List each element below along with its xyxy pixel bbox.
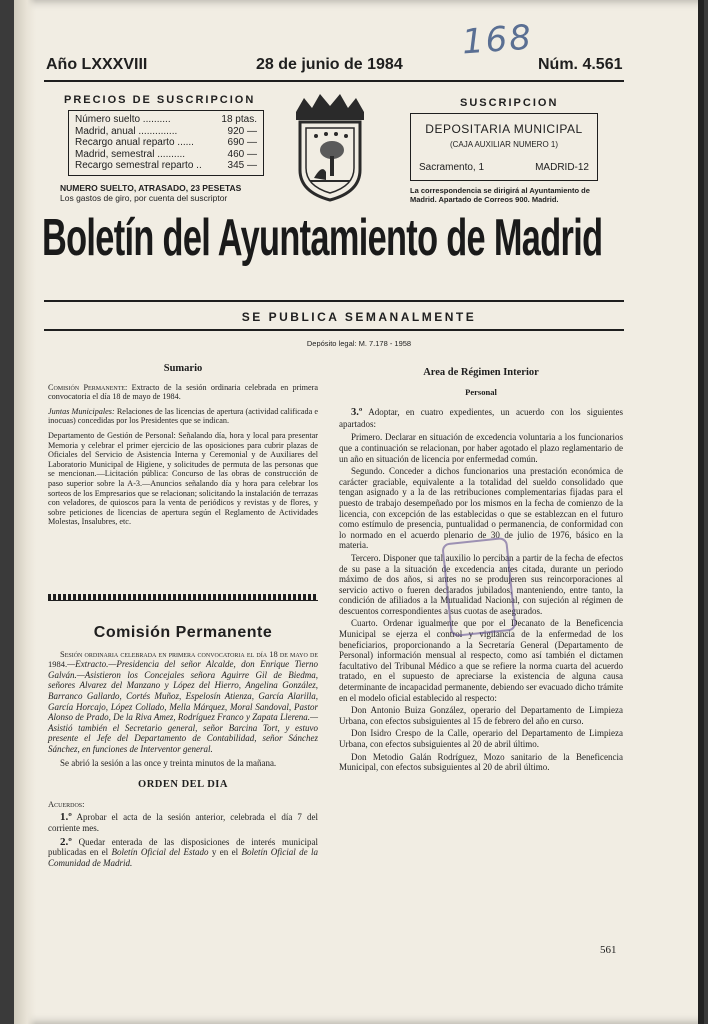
precio-value: 460 — (227, 148, 257, 160)
precio-row (75, 137, 257, 149)
precio-label: Madrid, semestral .......... (75, 148, 186, 160)
year-label: Año LXXXVIII (46, 56, 148, 73)
header-rule (44, 80, 624, 82)
suscripcion-box (410, 113, 598, 181)
comision-paragraph: Se abrió la sesión a las once y treinta minutos de la mañana. (60, 757, 277, 768)
comision-section (48, 624, 318, 868)
precio-label: Recargo semestral reparto .. (75, 160, 202, 171)
precio-value: 345 — (227, 160, 257, 171)
area-paragraph: Cuarto. Ordenar igualmente que por el Decanato de la Beneficencia Municipal se ejerza el control y vigilancia de la enfermedad de los beneficiarios, proporcionando a la Secretaría General (Departamento de Personal) información mensual al respecto, como así también el dictamen facultativo del Tribunal Médico a que se refiere la norma cuarta del acuerdo tratado, en el supuesto de apreciarse la existencia de alguna causa determinante de incapacidad permanente, debiendo ser evacuado dicho trámite en el modelo oficial establecido al respecto: (339, 618, 623, 703)
ciudad-label: MADRID-12 (535, 162, 589, 173)
area-paragraph: Don Metodio Galán Rodríguez, Mozo sanitario de la Beneficencia Municipal, con efectos subsiguientes al 20 de abril último. (339, 751, 623, 773)
comision-paragraph: Sesión ordinaria celebrada en primera convocatoria el día 18 de mayo de 1984.—Extracto.—Presidencia del señor Alcalde, don Enrique Tierno Galván.—Asistieron los Concejales señora Aguirre Gil de Biedma, señores Alvarez del Manzano y López del Hierro, Angelina González, Barranco Gallardo, Cortés Muñoz, Espelosín Atienza, García Alarilla, García Horcajo, López Collado, Mella Márquez, Moral Sandoval, Pastor Alonso de Prado, De la Riva Amez, Rodríguez Franco y Zapata Llerena.—Asistió también el Secretario general, señor Barcina Tort, y estuvo presente el Jefe del Departamento de Contabilidad, señor Sánchez Sánchez, en funciones de Interventor general. (48, 648, 318, 754)
area-paragraph: Tercero. Disponer que tal auxilio lo perciban a partir de la fecha de efectos de su pase a la situación de excedencia antes citada, durante un periodo máximo de dos años, si antes no se produjeren sus reincorporaciones al servicio activo o fueren declarados jubilados, manteniendo, entre tanto, la condición de afiliados a la Mutualidad Nacional, con sujeción al régimen de descuentos correspondientes a sus cuotas de asegurados. (339, 552, 623, 616)
area-subtitle: Personal (465, 386, 497, 397)
sumario-section (48, 364, 318, 527)
area-paragraph: Don Antonio Buiza González, operario del Departamento de Limpieza Urbana, con efectos subsiguientes al 15 de febrero del año en curso. (339, 705, 623, 726)
precio-row (75, 149, 257, 161)
madrid-coat-of-arms-icon (286, 92, 374, 204)
acuerdos-label: Acuerdos: (48, 798, 85, 809)
page-number: 561 (600, 944, 617, 956)
depositaria-label: DEPOSITARIA MUNICIPAL (425, 122, 583, 136)
direccion-label: Sacramento, 1 (419, 162, 485, 173)
precio-row (75, 126, 257, 138)
scan-border (698, 0, 704, 1024)
masthead-rule-top (44, 300, 624, 302)
precio-value: 920 — (227, 125, 257, 137)
area-paragraph: Primero. Declarar en situación de excedencia voluntaria a los funcionarios que a continuación se relacionan, por haber agotado el plazo reglamentario de un año en situación de licencia por enfermedad común. (339, 432, 623, 464)
issue-number: Núm. 4.561 (538, 56, 623, 73)
precio-label: Madrid, anual .............. (75, 125, 178, 137)
comision-title: Comisión Permanente (93, 624, 273, 641)
sumario-item: Departamento de Gestión de Personal: Señalando día, hora y local para presentar Memoria y celebrar el primer ejercicio de las oposiciones para cubrir plazas de Oficiales del Servicio de Asistencia Interna y Ceremonial y de Auxiliares del Laboratorio Municipal de Higiene, y solicitudes de permuta de las personas que se mencionan.—Licitación pública: Concurso de las obras de construcción de paso superior sobre la A-3.—Anuncios señalando día y hora para celebrar los sorteos de los Empresarios que se relacionan; solicitando la instalación de terrazas con veladores, de quioscos para la venta de periódicos y revistas y de flores, y sobre peticiones de licencias de apertura según el Reglamento de Actividades Molestas, Insalubres, etc. (48, 430, 318, 527)
precio-label: Recargo anual reparto ...... (75, 137, 194, 148)
area-paragraph: Segundo. Conceder a dichos funcionarios una prestación económica de carácter graciable, equivalente a la totalidad del sueldo consolidado que tengan asignado y a la de las retribuciones complementarias fijadas para el puesto de trabajo desempeñado por los mismos en la fecha de comienzo de la licencia, con excepción de las establecidas o que se establezcan en el futuro como estímulo de presencia, puntualidad o permanencia, de conformidad con lo normado en el acuerdo plenario de 30 de julio de 1976, básico en la materia. (339, 466, 623, 551)
publication-frequency: SE PUBLICA SEMANALMENTE (241, 310, 477, 324)
sumario-title: Sumario (163, 363, 203, 374)
precio-label: Número suelto .......... (75, 114, 171, 125)
acuerdo-item: 2.º Quedar enterada de las disposiciones de interés municipal publicadas en el Boletín Oficial del Estado y en el Boletín Oficial de la Comunidad de Madrid. (48, 835, 318, 868)
sumario-item: Comisión Permanente: Extracto de la sesión ordinaria celebrada en primera convocatoria el día 18 de mayo de 1984. (48, 382, 319, 402)
suscripcion-title: SUSCRIPCION (460, 97, 559, 109)
deposito-legal: Depósito legal: M. 7.178 - 1958 (306, 339, 412, 348)
masthead-title: Boletín del Ayuntamiento de Madrid (42, 209, 603, 267)
area-paragraph: Don Isidro Crespo de la Calle, operario del Departamento de Limpieza Urbana, con efectos subsiguientes al 20 de abril último. (339, 728, 623, 749)
page-binding-edge (14, 0, 36, 1024)
section-divider-line (48, 600, 318, 601)
library-stamp-icon (441, 537, 516, 637)
precio-value: 690 — (227, 137, 257, 148)
area-paragraph: 3.º Adoptar, en cuatro expedientes, un acuerdo con los siguientes apartados: (339, 407, 623, 429)
caja-label: (CAJA AUXILIAR NUMERO 1) (449, 140, 559, 149)
precio-value: 18 ptas. (221, 114, 257, 125)
precios-title: PRECIOS DE SUSCRIPCION (64, 94, 256, 106)
issue-date: 28 de junio de 1984 (256, 56, 403, 73)
precios-note: NUMERO SUELTO, ATRASADO, 23 PESETAS Los gastos de giro, por cuenta del suscriptor (60, 183, 242, 203)
precio-row (75, 160, 257, 172)
orden-del-dia-title: ORDEN DEL DIA (138, 779, 228, 791)
precios-box (68, 110, 264, 176)
sumario-item: Juntas Municipales: Relaciones de las licencias de apertura (actividad calificada e inocuas) concedidas por los Presidentes que se indican. (48, 406, 318, 426)
acuerdo-item: 1.º Aprobar el acta de la sesión anterior, celebrada el día 7 del corriente mes. (48, 811, 318, 833)
header-line (14, 56, 704, 80)
handwritten-number: 168 (460, 17, 535, 63)
masthead-rule-bottom (44, 329, 624, 331)
newspaper-page (14, 0, 704, 1024)
suscripcion-note: La correspondencia se dirigirá al Ayuntamiento de Madrid. Apartado de Correos 900. Madrid. (410, 186, 590, 204)
precio-row (75, 114, 257, 126)
area-title: Area de Régimen Interior (423, 367, 539, 378)
